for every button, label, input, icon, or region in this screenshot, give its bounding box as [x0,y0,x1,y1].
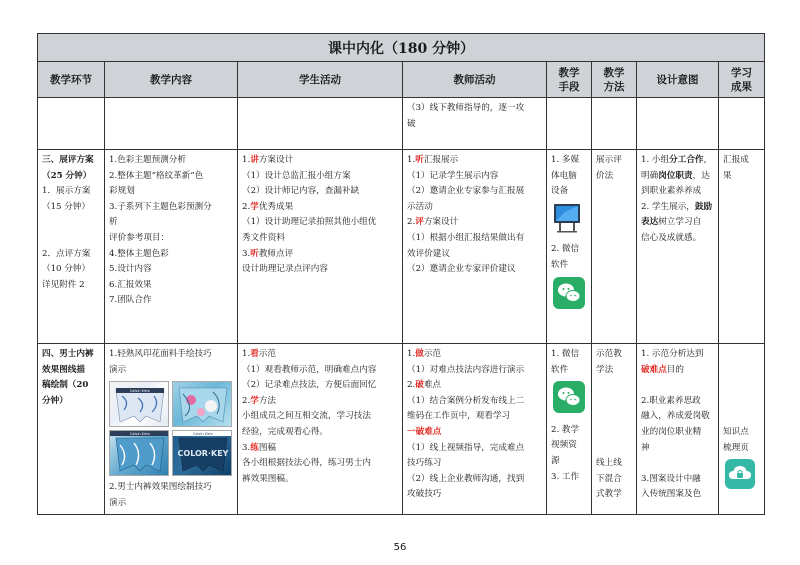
keyword-bold: 鼓励 [694,201,713,212]
text-line: 彩规划 [109,186,135,197]
text-line [407,347,542,363]
step-number: 1. [242,349,251,359]
wechat-icon [553,381,585,420]
text-line: 下混合 [596,473,622,484]
step-number: 1. [242,155,251,165]
header-stage: 教学环节 [38,62,105,98]
text-line: （2）设计师记内容，查漏补缺 [242,186,360,197]
step-text: 方案设计 [423,217,459,228]
product-photo [172,430,232,476]
text-line [723,347,760,363]
step-text: 方法 [258,395,277,406]
text-line: 入传统图案及色 [641,489,702,500]
keyword-highlight: 做 [415,349,424,359]
photo-label: Calvin Klein [193,432,213,437]
text-line: 裤效果图稿。 [242,473,294,484]
design-text: ，达 [692,170,710,181]
cell-outcome [719,150,765,344]
step-text: 难点 [423,380,442,391]
text-line [407,378,542,394]
text-line: 2．点评方案 [42,248,91,259]
cell-teacher [403,150,547,344]
text-line: 3.图案设计中融 [641,473,701,484]
text-line [407,153,542,169]
text-line: 效评价建议 [407,248,450,259]
text-line [242,200,398,216]
text-line: 攻破技巧 [407,489,442,500]
table-row [38,150,765,344]
keyword-highlight: 听 [250,248,259,259]
text-line [723,363,760,379]
text-line: 软件 [551,364,569,375]
text-line: （1）设计助理记录拍照其他小组优 [242,217,377,228]
text-line [641,169,714,185]
text-line: （1）线上视频指导，完成难点 [407,442,525,453]
step-number: 2. [407,380,416,391]
text-line: （3）线下教师指导的，逐一攻 [407,103,525,113]
design-text: 明确 [641,170,659,181]
cell-teacher [403,344,547,515]
text-line: （1）结合案例分析发布线上二 [407,395,525,406]
header-design: 设计意图 [637,62,719,98]
step-text: 汇报展示 [423,155,459,165]
photo-label: Calvin Klein [130,389,150,394]
text-line: （2）邀请企业专家参与汇报展 [407,186,525,197]
step-number: 1. [407,155,416,165]
text-line [641,363,714,379]
text-line: 四、男士内裤 [42,349,94,359]
text-line [641,378,714,394]
product-photo [109,430,169,476]
text-line: 1.轻熟风印花面料手绘技巧 [109,349,212,359]
design-text: ， [703,155,713,165]
step-text: 示范 [423,349,442,359]
cell-empty [547,98,592,150]
cell-empty [38,98,105,150]
text-line: 知识点 [723,426,749,437]
text-line: 4.整体主题色彩 [109,248,169,259]
cell-student [238,150,403,344]
photo-label: COLOR·KEY [177,449,229,459]
cell-empty [105,98,238,150]
cell-means [547,150,592,344]
cell-empty [637,98,719,150]
product-photo-grid [109,381,233,476]
table-row [38,344,765,515]
header-means [547,62,592,98]
text-line: 稿绘制（20 [42,380,89,391]
text-line: 维码在工作页中，观看学习 [407,411,511,422]
section-banner: 课中内化（180 分钟） [38,34,765,62]
text-line: 分钟） [42,395,68,406]
text-line: 1. 多媒 [551,155,580,165]
text-line: 演示 [109,364,127,375]
lesson-plan-table [37,33,765,515]
text-line [596,441,632,457]
cell-content [105,150,238,344]
text-line: 源 [551,455,560,466]
design-text: 树立学习自 [658,217,702,228]
step-text: 示范 [258,349,277,359]
text-line: 演示 [109,497,127,508]
cloud-lock-icon [725,459,755,496]
text-line: 示活动 [407,201,433,212]
text-line [596,378,632,394]
text-line: 2. 教学 [551,424,580,435]
text-line [641,153,714,169]
text-line: 果 [723,170,732,181]
text-line [641,456,714,472]
text-line: （1）记录学生展示内容 [407,170,499,181]
text-line [723,378,760,394]
text-line: 设备 [551,186,569,197]
text-line: 业的岗位职业精 [641,426,702,437]
text-line: 经验，完成观看心得。 [242,426,328,437]
page-number: 56 [393,542,407,553]
header-outcome [719,62,765,98]
cell-design [637,150,719,344]
header-method-text: 教学 方法 [603,66,625,93]
keyword-highlight: 破 [415,380,424,391]
header-row [38,62,765,98]
text-line: （15 分钟） [42,201,91,212]
keyword-bold: 分工合作 [669,155,704,165]
text-line: （1）设计总监汇报小组方案 [242,170,351,181]
text-line: （2）记录难点技法，方便后面回忆 [242,380,377,391]
text-line: 2.职业素养思政 [641,395,701,406]
header-student: 学生活动 [238,62,403,98]
text-line: （10 分钟） [42,264,91,275]
cell-method [592,150,637,344]
text-line [723,394,760,410]
keyword-highlight: 听 [415,155,424,165]
text-line [641,200,714,216]
step-text: 教师点评 [258,248,294,259]
text-line: 2.整体主题“格纹革新”色 [109,170,204,181]
step-number: 2. [242,395,251,406]
text-line: 神 [641,442,650,453]
text-line: 展示评 [596,155,622,165]
text-line: 学法 [596,364,614,375]
text-line: 1.色彩主题预测分析 [109,155,186,165]
keyword-bold: 岗位职责 [658,170,693,181]
cell-method [592,344,637,515]
text-line: 汇报成 [723,155,749,165]
cell-student [238,344,403,515]
header-means-text: 教学 手段 [558,66,580,93]
text-line [596,394,632,410]
cell-outcome [719,344,765,515]
cell-teacher-continued [403,98,547,150]
keyword-highlight: 讲 [250,155,259,165]
cell-content [105,344,238,515]
text-line: 价法 [596,170,614,181]
step-number: 2. [242,201,251,212]
step-number: 1. [407,349,416,359]
text-line: 效果图线描 [42,364,85,375]
text-line: 信心及成就感。 [641,232,702,243]
text-line [242,347,398,363]
text-line: 2. 微信 [551,244,580,255]
text-line [242,394,398,410]
text-line: 小组成员之间互相交流，学习技法 [242,411,371,422]
text-line: （1）观看教师示范，明确难点内容 [242,364,377,375]
text-line: 评价参考项目： [109,232,170,243]
text-line: 5.设计内容 [109,264,152,275]
text-line [42,231,100,247]
text-line [242,247,398,263]
text-line: 技巧练习 [407,458,442,469]
text-line: 视频资 [551,440,577,451]
text-line [723,409,760,425]
text-line: 体电脑 [551,170,577,181]
step-number: 3. [242,248,251,259]
text-line: 式教学 [596,489,622,500]
text-line: （25 分钟） [42,170,92,181]
design-text: 目的 [666,364,684,375]
cell-means [547,344,592,515]
text-line: 3. 工作 [551,471,580,482]
text-line: 三、展评方案 [42,155,94,165]
cell-empty [238,98,403,150]
design-text: 2. 学生展示， [641,201,695,212]
step-number: 2. [407,217,416,228]
header-method [592,62,637,98]
text-line: （2）线上企业教师沟通，找到 [407,473,525,484]
text-line: 1．展示方案 [42,186,91,197]
text-line: 3.子系列下主题色彩预测分 [109,201,212,212]
text-line [407,215,542,231]
wechat-icon [553,277,585,316]
keyword-highlight: 破难点 [641,364,667,375]
cell-design [637,344,719,515]
design-text: 1. 小组 [641,155,670,165]
text-line: 析 [109,217,118,228]
text-line: 6.汇报效果 [109,279,152,290]
photo-label: Calvin Klein [130,432,150,437]
cell-stage [38,150,105,344]
table-row [38,98,765,150]
text-line: 秀文件资料 [242,232,285,243]
product-photo [172,381,232,427]
text-line: 到职业素养养成 [641,186,702,197]
keyword-highlight: 评 [415,217,424,228]
keyword-highlight: 练 [250,442,259,453]
text-line: 2.男士内裤效果图绘制技巧 [109,482,212,493]
text-line [242,441,398,457]
keyword-highlight: 学 [250,201,259,212]
text-line: 1. 微信 [551,349,580,359]
text-line [596,425,632,441]
text-line: 各小组根据技法心得，练习男士内 [242,458,371,469]
text-line: 1. 示范分析达到 [641,349,704,359]
text-line [42,215,100,231]
cell-empty [592,98,637,150]
header-content: 教学内容 [105,62,238,98]
text-line: 破 [407,118,416,129]
header-teacher: 教师活动 [403,62,547,98]
text-line: 详见附件 2 [42,279,85,290]
keyword-bold: 表达 [641,217,659,228]
step-number: 3. [242,442,251,453]
text-line: 示范教 [596,349,622,359]
text-line: 7.团队合作 [109,295,152,306]
header-outcome-text: 学习 成果 [731,66,753,93]
cell-stage [38,344,105,515]
text-line: 融入，养成爱岗敬 [641,411,710,422]
keyword-highlight: 看 [250,349,259,359]
text-line: 软件 [551,259,569,270]
step-text: 图稿 [258,442,277,453]
text-line [596,409,632,425]
text-line [242,153,398,169]
keyword-highlight: 一破难点 [407,426,442,437]
text-line: （1）根据小组汇报结果做出有 [407,232,525,243]
text-line [641,215,714,231]
keyword-highlight: 学 [250,395,259,406]
text-line: 设计助理记录点评内容 [242,264,328,275]
product-photo [109,381,169,427]
text-line: 梳理页 [723,442,749,453]
text-line: （1）对难点技法内容进行演示 [407,364,525,375]
step-text: 优秀成果 [258,201,294,212]
text-line: 线上线 [596,458,622,469]
step-text: 方案设计 [258,155,294,165]
text-line: （2）邀请企业专家评价建议 [407,264,516,275]
monitor-on-stand-icon [553,203,581,240]
cell-empty [719,98,765,150]
